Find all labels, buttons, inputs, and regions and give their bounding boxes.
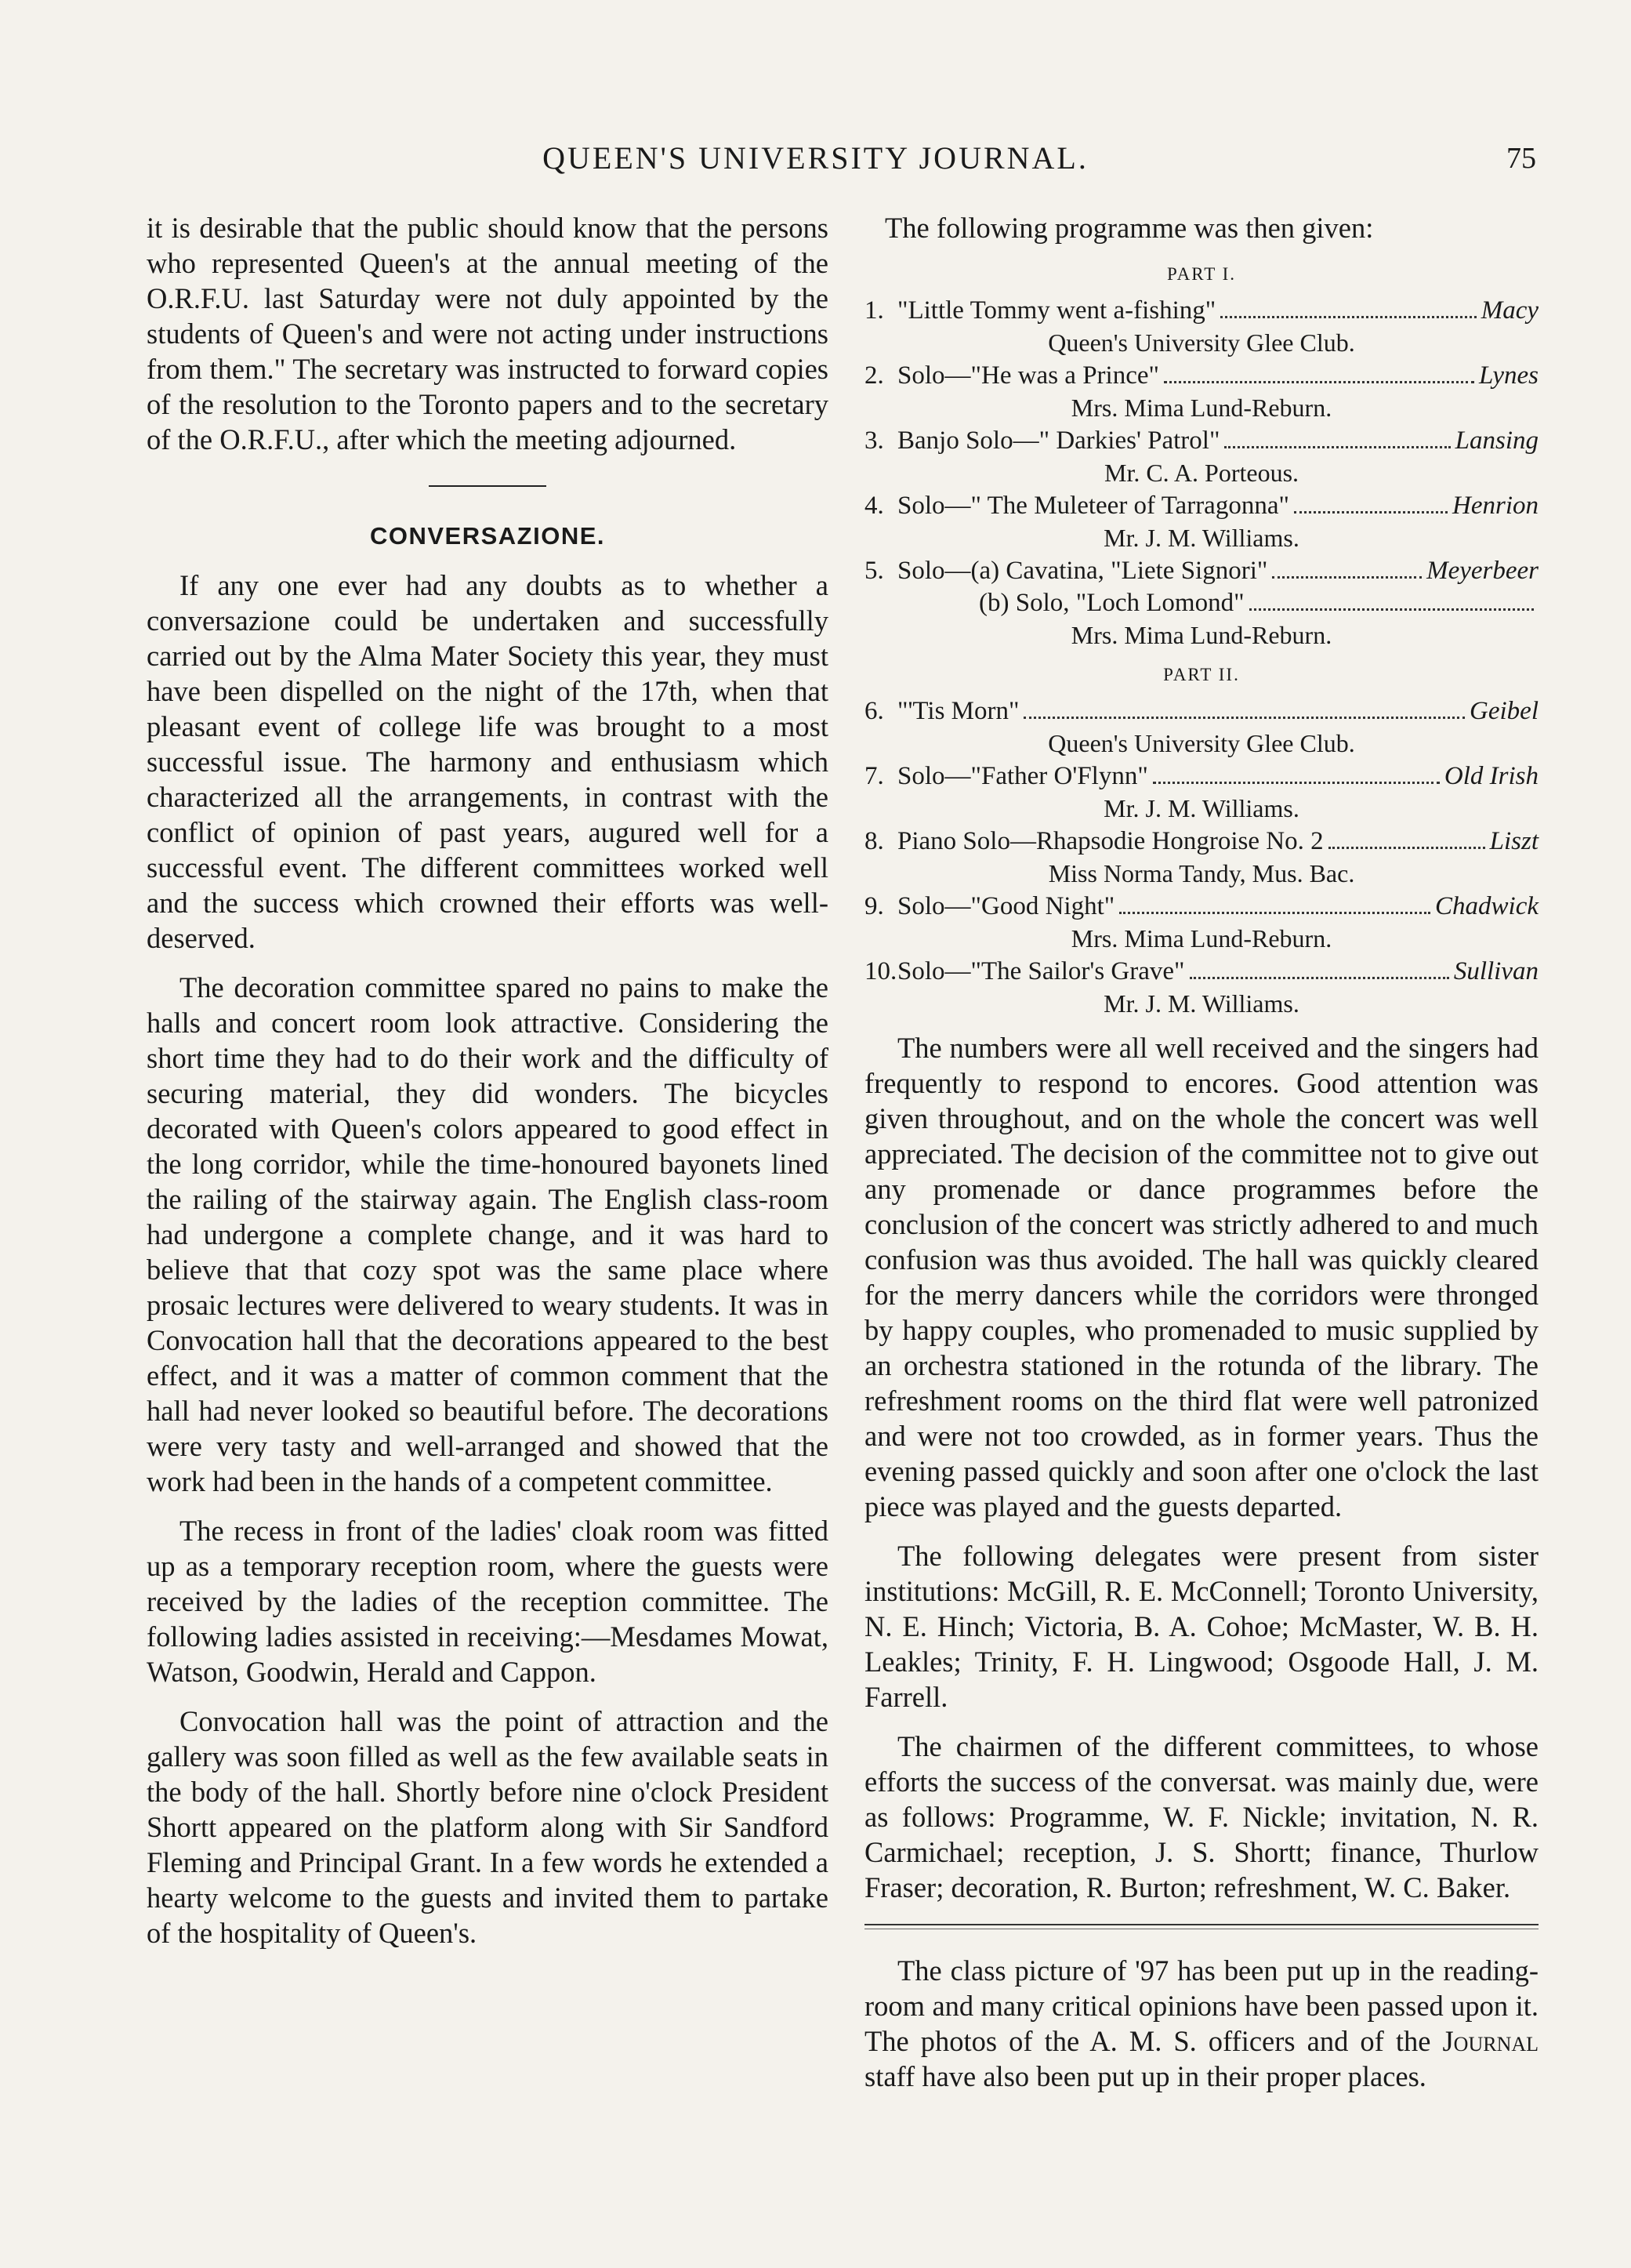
item-title: "Little Tommy went a-fishing" [897, 296, 1216, 325]
item-number: 9. [864, 892, 884, 920]
programme-item [864, 760, 1539, 824]
section-divider [429, 485, 546, 487]
item-sub-title: (b) Solo, "Loch Lomond" [979, 589, 1245, 617]
item-composer: Lynes [1478, 361, 1539, 390]
dot-leader [1024, 717, 1465, 719]
item-performer: Queen's University Glee Club. [1048, 729, 1355, 757]
dot-leader [1249, 608, 1534, 611]
programme-item [864, 695, 1539, 759]
item-performer: Mrs. Mima Lund-Reburn. [1071, 621, 1332, 649]
programme-part-label: PART I. [1166, 264, 1237, 284]
journal-name: Journal [1442, 2025, 1539, 2057]
left-column [147, 210, 828, 1965]
item-title: Banjo Solo—" Darkies' Patrol" [897, 426, 1220, 455]
item-number: 2. [864, 361, 884, 390]
programme-item [864, 956, 1539, 1019]
item-number: 5. [864, 557, 884, 585]
paragraph: If any one ever had any doubts as to whether a conversazione could be undertaken and successfully carried out by the Alma Mater Society this year, they must have been dispelled on the night of the 17th, when that pleasant event of college life was brought to a most successful issue. The harmony and enthusiasm which characterized all the arrangements, in contrast with the conflict of opinion of past years, augured well for a successful event. The different committees worked well and the success which crowned their efforts was well-deserved. [147, 569, 828, 954]
item-composer: Geibel [1470, 697, 1539, 725]
item-title: "'Tis Morn" [897, 697, 1020, 725]
item-performer: Mr. C. A. Porteous. [1104, 459, 1299, 487]
programme-item [864, 425, 1539, 488]
paragraph [864, 1953, 1539, 2094]
paragraph: The numbers were all well received and the singers had frequently to respond to encores. Good attention was given throughout, and on the whole the concert was well appreciated. The decision of the committee not to give out any promenade or dance programmes before the conclusion of the concert was strictly adhered to and much confusion was thus avoided. The hall was quickly cleared for the merry dancers while the corridors were thronged by happy couples, who promenaded to music supplied by an orchestra stationed in the rotunda of the library. The refreshment rooms on the third flat were well patronized and were not too crowded, as in former years. Thus the evening passed quickly and soon after one o'clock the last piece was played and the guests departed. [864, 1032, 1539, 1522]
dot-leader [1294, 511, 1448, 513]
paragraph-text: The class picture of '97 has been put up in the reading-room and many critical opinions have been passed upon it. The photos of the A. M. S. officers and of the [864, 1954, 1539, 2057]
item-title: Solo—"Good Night" [897, 892, 1115, 920]
item-number: 4. [864, 492, 884, 520]
item-title: Solo—(a) Cavatina, "Liete Signori" [897, 557, 1268, 585]
item-number: 6. [864, 697, 884, 725]
page-number: 75 [1506, 142, 1536, 175]
item-performer: Mr. J. M. Williams. [1104, 989, 1299, 1018]
programme-item [864, 295, 1539, 358]
paragraph: The chairmen of the different committees, to whose efforts the success of the conversat. was mainly due, were as follows: Programme, W. F. Nickle; invitation, N. R. Carmichael; reception, J. S. Shortt; finance, Thurlow Fraser; decoration, R. Burton; refreshment, W. C. Baker. [864, 1730, 1539, 1903]
section-divider [864, 1924, 1539, 1929]
item-composer: Chadwick [1435, 892, 1539, 920]
dot-leader [1272, 576, 1422, 579]
dot-leader [1190, 977, 1449, 979]
section-heading: CONVERSAZIONE. [369, 522, 606, 550]
item-performer: Mrs. Mima Lund-Reburn. [1071, 924, 1332, 953]
paragraph: The decoration committee spared no pains to make the halls and concert room look attractive. Considering the short time they had to do their work and the difficulty of securing material, they did wonders. The bicycles decorated with Queen's colors appeared to good effect in the long corridor, while the time-honoured bayonets lined the railing of the stairway again. The English class-room had undergone a complete change, and it was hard to believe that that cozy spot was the same place where prosaic lectures were delivered to weary students. It was in Convocation hall that the decorations appeared to the best effect, and it was a matter of common comment that the hall had never looked so beautiful before. The decorations were very tasty and well-arranged and showed that the work had been in the hands of a competent committee. [147, 971, 828, 1497]
item-number: 10. [864, 957, 897, 985]
programme-item [864, 891, 1539, 954]
dot-leader [1224, 446, 1450, 448]
running-head: QUEEN'S UNIVERSITY JOURNAL. [542, 140, 1089, 176]
item-performer: Mr. J. M. Williams. [1104, 524, 1299, 552]
item-composer: Sullivan [1453, 957, 1539, 985]
item-composer: Lansing [1455, 426, 1539, 455]
item-title: Solo—"Father O'Flynn" [897, 762, 1148, 790]
item-title: Solo—" The Muleteer of Tarragonna" [897, 492, 1289, 520]
item-performer: Miss Norma Tandy, Mus. Bac. [1048, 859, 1355, 887]
dot-leader [1164, 381, 1474, 383]
item-number: 1. [864, 296, 884, 325]
paragraph-text: staff have also been put up in their proper places. [864, 2060, 1426, 2092]
dot-leader [1220, 316, 1476, 318]
dot-leader [1119, 912, 1430, 914]
programme-intro: The following programme was then given: [885, 212, 1374, 244]
programme-part-label: PART II. [1163, 665, 1240, 684]
paragraph: Convocation hall was the point of attraction and the gallery was soon filled as well as the few available seats in the body of the hall. Shortly before nine o'clock President Shortt appeared on the platform along with Sir Sandford Fleming and Principal Grant. In a few words he extended a hearty welcome to the guests and invited them to partake of the hospitality of Queen's. [147, 1705, 828, 1949]
paragraph: it is desirable that the public should know that the persons who represented Queen's at the annual meeting of the O.R.F.U. last Saturday were not duly appointed by the students of Queen's and were not acting under instructions from them." The secretary was instructed to forward copies of the resolution to the Toronto papers and to the secretary of the O.R.F.U., after which the meeting adjourned. [147, 212, 828, 455]
item-performer: Mrs. Mima Lund-Reburn. [1071, 394, 1332, 422]
paragraph: The recess in front of the ladies' cloak room was fitted up as a temporary reception room, where the guests were received by the ladies of the reception committee. The following ladies assisted in receiving:—Mesdames Mowat, Watson, Goodwin, Herald and Cappon. [147, 1515, 828, 1688]
item-title: Solo—"The Sailor's Grave" [897, 957, 1185, 985]
item-number: 3. [864, 426, 884, 455]
dot-leader [1328, 847, 1485, 849]
programme-item [864, 555, 1539, 651]
programme-item [864, 360, 1539, 423]
item-title: Solo—"He was a Prince" [897, 361, 1159, 390]
item-composer: Meyerbeer [1426, 557, 1539, 585]
paragraph: The following delegates were present from sister institutions: McGill, R. E. McConnell; Toronto University, N. E. Hinch; Victoria, B. A. Cohoe; McMaster, W. B. H. Leakles; Trinity, F. H. Lingwood; Osgoode Hall, J. M. Farrell. [864, 1540, 1539, 1713]
programme-item [864, 826, 1539, 889]
item-composer: Henrion [1452, 492, 1539, 520]
dot-leader [1153, 782, 1440, 784]
item-performer: Queen's University Glee Club. [1048, 328, 1355, 357]
programme-item [864, 490, 1539, 553]
item-number: 7. [864, 762, 884, 790]
item-composer: Old Irish [1444, 762, 1539, 790]
item-composer: Liszt [1489, 827, 1539, 855]
item-composer: Macy [1481, 296, 1539, 325]
item-title: Piano Solo—Rhapsodie Hongroise No. 2 [897, 827, 1324, 855]
item-number: 8. [864, 827, 884, 855]
item-performer: Mr. J. M. Williams. [1104, 794, 1299, 822]
right-column [864, 210, 1539, 2108]
